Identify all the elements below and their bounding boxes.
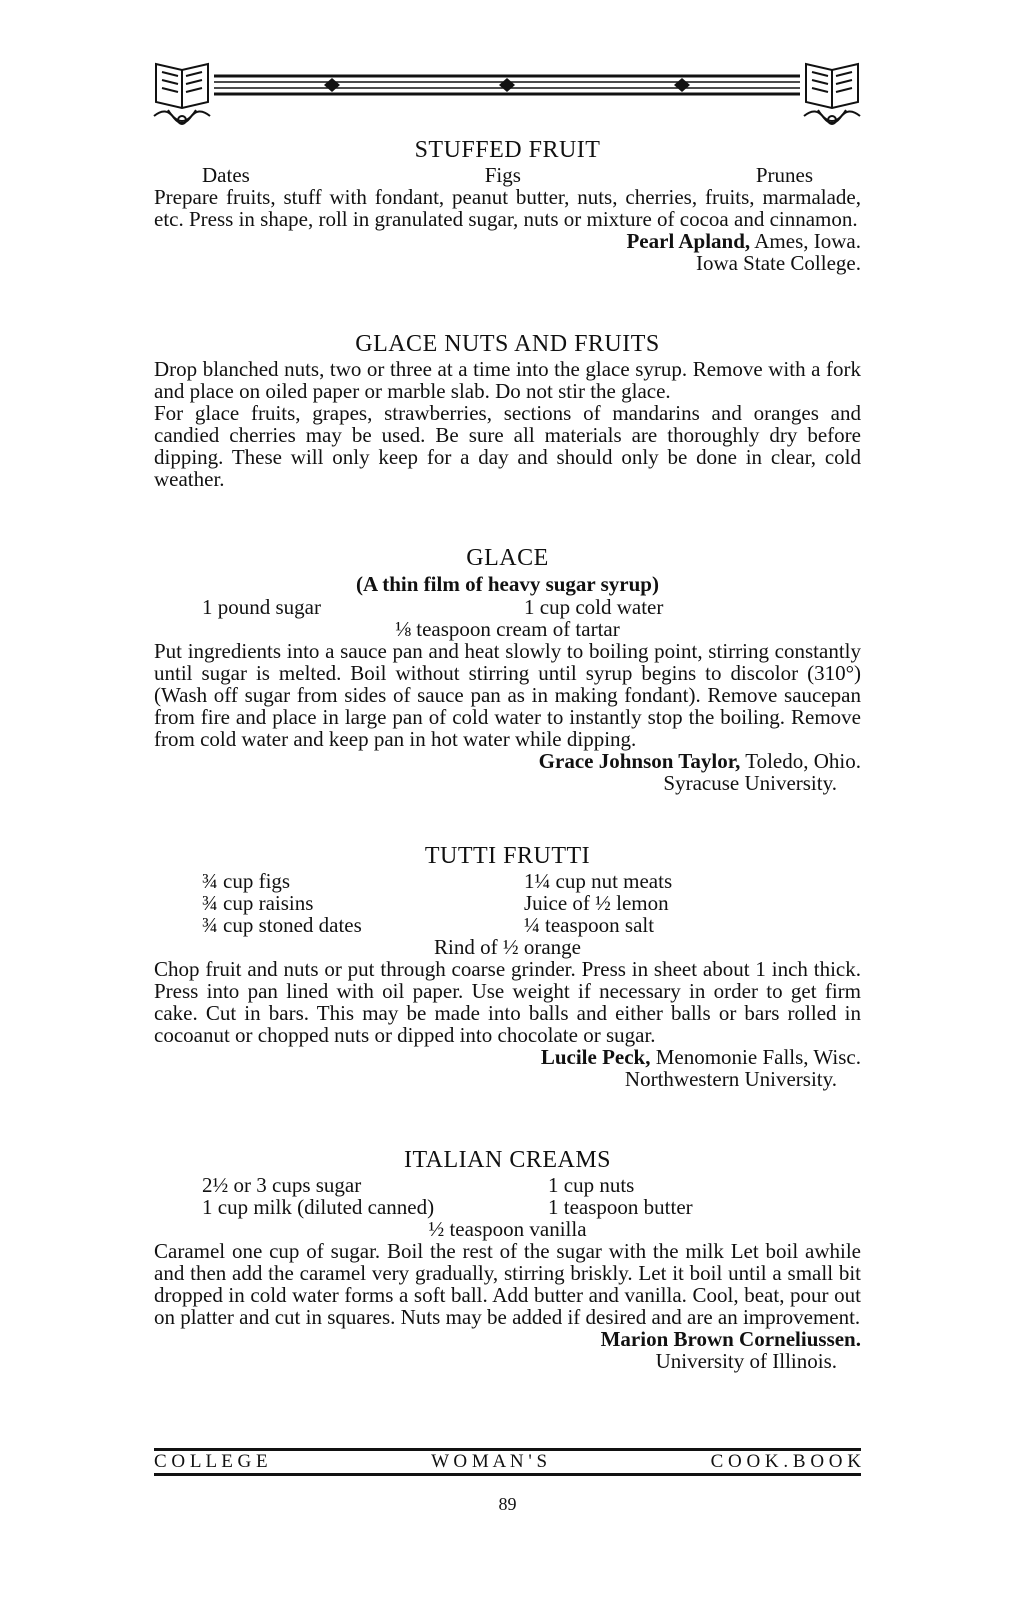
footer-word: W O M A N ' S (431, 1451, 548, 1472)
ingredient: ¼ teaspoon salt (524, 913, 655, 937)
recipe-instructions: Put ingredients into a sauce pan and heat slowly to boiling point, stirring constantly until sugar is melted. Boil without stirring until syrup begins to discolor (310°) (Wash off sugar from sides of sauce pan as in making fondant). Remove saucepan from fire and place in large pan of cold water to instantly stop the boiling. Remove from cold water and keep pan in hot water while dipping. (154, 639, 861, 751)
ornamental-header-border (152, 58, 862, 138)
ingredient: 1 cup cold water (524, 595, 664, 619)
list-item: Prunes (755, 163, 813, 187)
fruit-list (154, 164, 861, 186)
recipe-signature (154, 750, 861, 772)
recipe-title: STUFFED FRUIT (414, 137, 601, 163)
recipe-instructions: Chop fruit and nuts or put through coarse grinder. Press in sheet about 1 inch thick. Press into pan lined with oil paper. Use weight if necessary in order to get firm cake. Cut in bars. This may be made into balls and either balls or bars rolled in cocoanut or chopped nuts or dipped into chocolate or sugar. (154, 957, 861, 1047)
ingredient: 1 cup milk (diluted canned) (202, 1195, 435, 1219)
ingredient: ¾ cup figs (202, 869, 291, 893)
recipe-glace (154, 544, 861, 794)
ingredient-row (154, 892, 861, 914)
right-book-ornament-icon (804, 64, 860, 124)
author-name: Pearl Apland, (626, 229, 751, 253)
ingredient: ½ teaspoon vanilla (428, 1217, 587, 1241)
ingredient-row (154, 870, 861, 892)
recipe-glace-nuts (154, 330, 861, 490)
recipe-signature (154, 1046, 861, 1068)
author-school: Iowa State College. (695, 251, 861, 275)
recipe-instructions: Drop blanched nuts, two or three at a time into the glace syrup. Remove with a fork and place on oiled paper or marble slab. Do not stir the glace. (154, 357, 861, 403)
recipe-signature (154, 230, 861, 252)
ingredient: 1 teaspoon butter (548, 1195, 693, 1219)
ingredient: 1¼ cup nut meats (524, 869, 673, 893)
recipe-signature (154, 1328, 861, 1350)
recipe-title: ITALIAN CREAMS (403, 1147, 612, 1173)
ingredient: Rind of ½ orange (434, 935, 581, 959)
list-item: Dates (202, 163, 250, 187)
page-number: 89 (498, 1494, 517, 1514)
recipe-title: TUTTI FRUTTI (424, 843, 591, 869)
left-book-ornament-icon (154, 64, 210, 124)
running-footer-title (154, 1448, 861, 1476)
author-school: University of Illinois. (655, 1349, 837, 1373)
list-item: Figs (484, 163, 521, 187)
author-name: Grace Johnson Taylor, (538, 749, 741, 773)
footer-word: C O L L E G E (154, 1451, 268, 1472)
recipe-subtitle: (A thin film of heavy sugar syrup) (356, 572, 659, 596)
ingredient: 2½ or 3 cups sugar (202, 1173, 362, 1197)
recipe-title: GLACE NUTS AND FRUITS (355, 331, 660, 357)
ingredient: 1 cup nuts (548, 1173, 635, 1197)
recipe-instructions: For glace fruits, grapes, strawberries, sections of mandarins and oranges and candied cherries may be used. Be sure all materials are thoroughly dry before dipping. These will only keep for a day and should only be done in clear, cold weather. (154, 401, 861, 491)
author-name: Marion Brown Corneliussen. (600, 1327, 861, 1351)
recipe-tutti-frutti (154, 842, 861, 1090)
recipe-title: GLACE (466, 545, 549, 571)
ingredient: ¾ cup raisins (202, 891, 314, 915)
ingredient-row (154, 1174, 861, 1196)
ingredient: ¾ cup stoned dates (202, 913, 362, 937)
recipe-italian-creams (154, 1146, 861, 1372)
ingredient-row (154, 914, 861, 936)
recipe-instructions: Caramel one cup of sugar. Boil the rest of the sugar with the milk Let boil awhile and then add the caramel very gradually, stirring briskly. Let it boil until a small bit dropped in cold water forms a soft ball. Add butter and vanilla. Cool, beat, pour out on platter and cut in squares. Nuts may be added if desired and are an improvement. (154, 1239, 861, 1329)
ingredient: ⅛ teaspoon cream of tartar (395, 617, 620, 641)
author-location: Toledo, Ohio. (740, 749, 861, 773)
ingredient: 1 pound sugar (202, 595, 321, 619)
author-school: Northwestern University. (624, 1067, 837, 1091)
author-name: Lucile Peck, (540, 1045, 651, 1069)
ingredient-row (154, 596, 861, 618)
author-location: Menomonie Falls, Wisc. (650, 1045, 861, 1069)
recipe-stuffed-fruit (154, 136, 861, 274)
author-school: Syracuse University. (663, 771, 837, 795)
footer-word: C O O K . B O O K (710, 1451, 861, 1472)
page-footer (154, 1448, 861, 1514)
header-diamond-icons (324, 78, 690, 92)
recipe-instructions: Prepare fruits, stuff with fondant, peanut butter, nuts, cherries, fruits, marmalade, etc. Press in shape, roll in granulated sugar, nuts or mixture of cocoa and cinnamon. (154, 185, 861, 231)
author-location: Ames, Iowa. (750, 229, 861, 253)
ingredient-row (154, 1196, 861, 1218)
ingredient: Juice of ½ lemon (524, 891, 669, 915)
